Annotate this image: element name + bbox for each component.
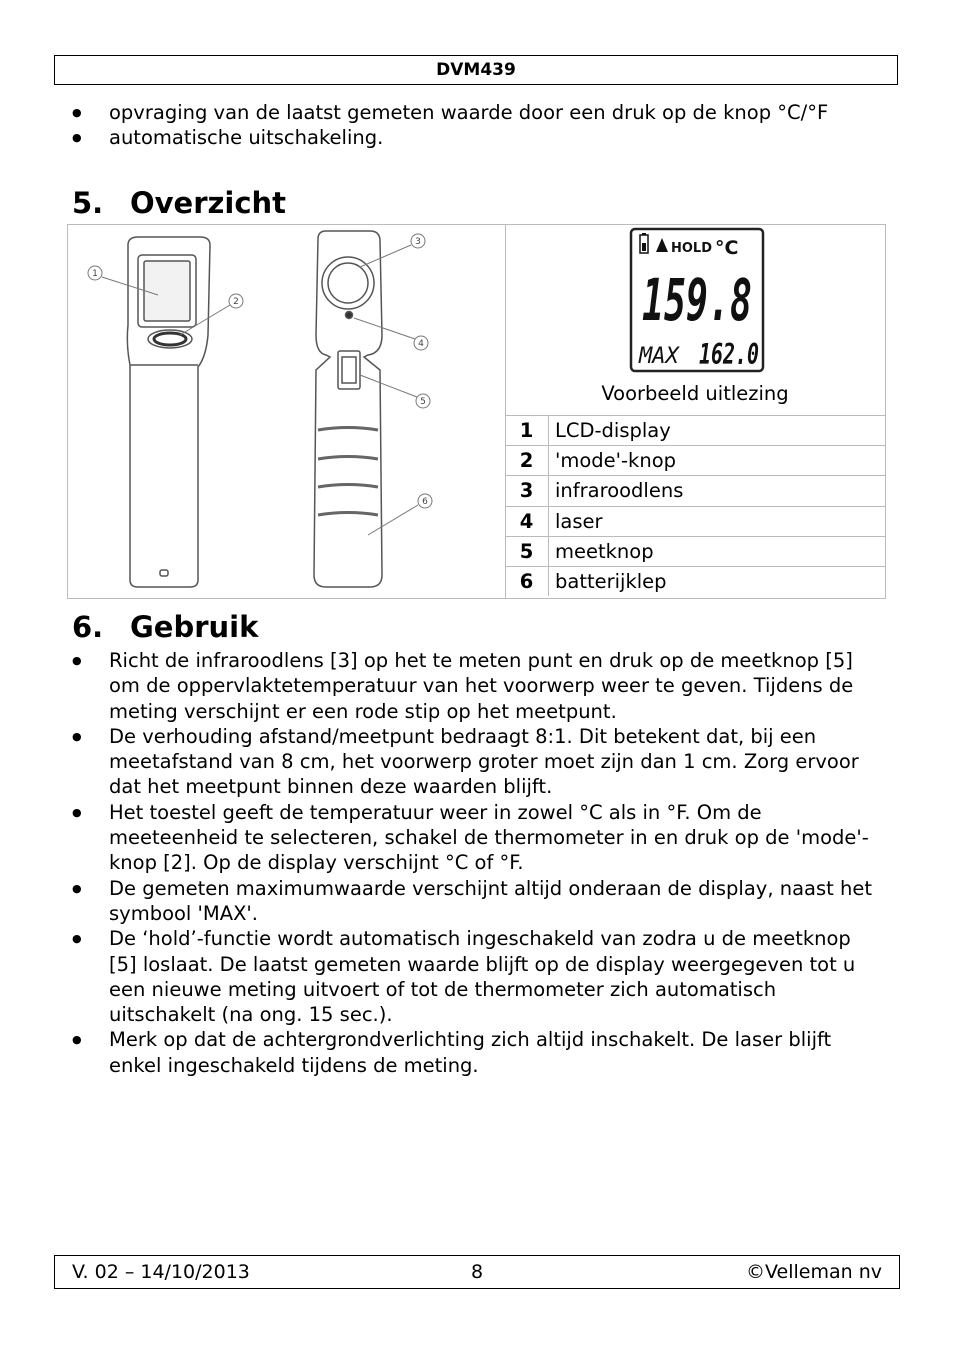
right-column bbox=[505, 225, 885, 598]
page-footer bbox=[54, 1255, 900, 1289]
list-item: ● Het toestel geeft de temperatuur weer in zowel °C als in °F. Om de meeteenheid te selecteren, schakel de thermometer in en druk op de 'mode'-knop [2]. Op de display verschijnt °C of °F. bbox=[72, 800, 882, 876]
page-number: 8 bbox=[470, 1261, 484, 1283]
section-title: Overzicht bbox=[130, 186, 287, 220]
section-5-heading bbox=[72, 186, 286, 220]
table-row bbox=[505, 566, 885, 596]
callout-5: 5 bbox=[420, 397, 426, 407]
overview-table bbox=[67, 224, 886, 599]
part-number: 3 bbox=[505, 476, 549, 506]
part-label: 'mode'-knop bbox=[549, 446, 886, 476]
lcd-caption: Voorbeeld uitlezing bbox=[601, 382, 789, 405]
lcd-hold-indicator: HOLD bbox=[671, 241, 713, 256]
part-number: 1 bbox=[505, 416, 549, 446]
lcd-example-cell bbox=[505, 225, 885, 416]
table-row bbox=[505, 446, 885, 476]
part-number: 2 bbox=[505, 446, 549, 476]
section-number: 5. bbox=[72, 186, 104, 220]
page-header bbox=[54, 55, 898, 85]
section-title: Gebruik bbox=[130, 610, 259, 644]
usage-bullet-list bbox=[72, 648, 882, 1078]
callout-2: 2 bbox=[233, 297, 239, 307]
part-number: 6 bbox=[505, 566, 549, 596]
device-illustration bbox=[68, 225, 506, 598]
list-item: ● De ‘hold’-functie wordt automatisch ingeschakeld van zodra u de meetknop [5] loslaat. De laatst gemeten waarde blijft op de display weergegeven tot u een nieuwe meting uitvoert of tot de thermometer zich automatisch uitschakelt (na ong. 15 sec.). bbox=[72, 926, 882, 1027]
table-row bbox=[505, 536, 885, 566]
copyright: ©Velleman nv bbox=[746, 1261, 882, 1283]
parts-table bbox=[505, 416, 885, 596]
table-row bbox=[505, 476, 885, 506]
callout-1: 1 bbox=[92, 269, 98, 279]
callout-4: 4 bbox=[418, 339, 424, 349]
table-row bbox=[505, 416, 885, 446]
intro-bullet-list bbox=[72, 100, 882, 151]
list-item: ● opvraging van de laatst gemeten waarde door een druk op de knop °C/°F bbox=[72, 100, 882, 125]
lcd-max-label: MAX bbox=[639, 344, 679, 369]
part-number: 5 bbox=[505, 536, 549, 566]
part-label: batterijklep bbox=[555, 570, 667, 594]
part-number: 4 bbox=[505, 506, 549, 536]
list-item: ● Richt de infraroodlens [3] op het te meten punt en druk op de meetknop [5] om de oppervlaktetemperatuur van het voorwerp weer te geven. Tijdens de meting verschijnt er een rode stip op het meetpunt. bbox=[72, 648, 882, 724]
version-date: V. 02 – 14/10/2013 bbox=[72, 1261, 250, 1283]
part-label: laser bbox=[549, 506, 886, 536]
section-number: 6. bbox=[72, 610, 104, 644]
list-item: ● automatische uitschakeling. bbox=[72, 125, 882, 150]
list-item: ● De gemeten maximumwaarde verschijnt altijd onderaan de display, naast het symbool 'MAX'. bbox=[72, 876, 882, 927]
callout-6: 6 bbox=[422, 497, 428, 507]
part-label: infraroodlens bbox=[549, 476, 886, 506]
table-row bbox=[505, 506, 885, 536]
header-title: DVM439 bbox=[436, 60, 516, 80]
part-label: LCD-display bbox=[549, 416, 886, 446]
callout-3: 3 bbox=[415, 237, 421, 247]
section-6-heading bbox=[72, 610, 258, 644]
lcd-max-value: 162.0 bbox=[699, 338, 759, 371]
list-item: ● Merk op dat de achtergrondverlichting zich altijd inschakelt. De laser blijft enkel ingeschakeld tijdens de meting. bbox=[72, 1027, 882, 1078]
thermometer-drawing bbox=[68, 225, 505, 598]
lcd-main-value: 159.8 bbox=[642, 266, 752, 334]
lcd-illustration bbox=[505, 225, 885, 375]
lcd-unit: °C bbox=[715, 237, 739, 259]
part-label: meetknop bbox=[549, 536, 886, 566]
list-item: ● De verhouding afstand/meetpunt bedraagt 8:1. Dit betekent dat, bij een meetafstand van 8 cm, het voorwerp groter moet zijn dan 1 cm. Zorg ervoor dat het meetpunt binnen deze waarden blijft. bbox=[72, 724, 882, 800]
